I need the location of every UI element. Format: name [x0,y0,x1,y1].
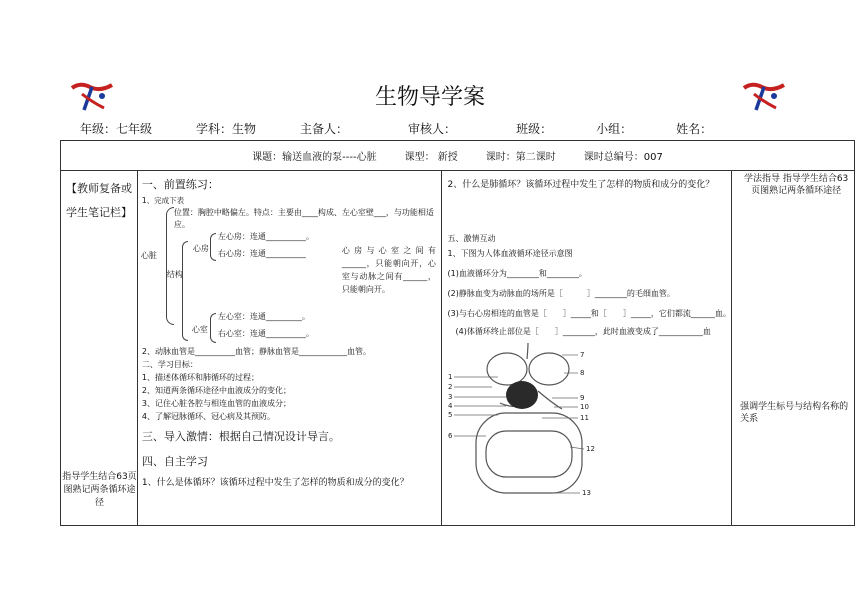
left-ventricle: 左心室：连通_________。 [217,312,310,321]
heart-brace [166,207,174,325]
vessel-question: 2、动脉血管是__________血管；静脉血管是____________血管。 [141,347,371,356]
method-emphasis: 强调学生标号与结构名称的关系 [740,402,849,424]
label-13: 13 [581,489,591,497]
heart-position: 位置：胸腔中略偏左。特点：主要由____构成、左心室壁___，与功能相适应。 [173,208,434,229]
method-guide: 学法指导 指导学生结合63页图熟记两条循环途径 [743,174,849,196]
preview-column [137,171,441,526]
goal-4: 4、了解冠脉循环、冠心病及其预防。 [141,412,275,421]
atrium-label: 心房 [192,244,209,253]
label-6: 6 [447,432,452,440]
notes-guide: 指导学生结合63页图熟记两条循环途径 [62,472,137,508]
doc-title: 生物导学案 [374,85,485,110]
label-4: 4 [447,402,452,410]
goal-1: 1、描述体循环和肺循环的过程； [141,373,259,382]
subject-field: 学科：生物 [196,122,257,136]
section-5-heading: 五、激情互动 [447,234,496,243]
sub-question-4: (4)体循环终止部位是［ ］________，此时血液变成了___________血 [455,327,711,336]
section-2-heading: 二、学习目标： [141,360,198,369]
topic-type: 课型： 新授 [404,152,458,163]
goal-3: 3、记住心脏各腔与相连血管的血液成分； [141,399,291,408]
topic-total: 课时总编号：007 [583,152,663,163]
label-7: 7 [579,351,584,359]
figure-intro: 1、下图为人体血液循环途径示意图 [447,249,573,258]
sub-question-3: (3)与右心房相连的血管是［ ］_____和［ ］_____，它们都流______血。 [447,309,731,318]
sub-question-2: (2)静脉血变为动脉血的场所是［ ］________的毛细血管。 [447,289,675,298]
right-atrium: 右心房：连通__________ [217,249,306,258]
class-field: 班级： [516,122,553,136]
structure-brace [182,241,188,341]
label-9: 9 [579,394,584,402]
label-8: 8 [579,369,584,377]
ventricle-brace [210,313,216,343]
group-field: 小组： [596,122,633,136]
structure-label: 结构 [166,270,183,279]
atrium-brace [210,233,216,261]
grade-field: 年级：七年级 [80,122,153,136]
section-3-heading: 三、导入激情：根据自己情况设计导言。 [141,430,340,443]
ventricle-label: 心室 [191,325,208,334]
label-3: 3 [447,393,452,401]
label-2: 2 [447,383,452,391]
right-ventricle: 右心室：连通__________。 [217,329,314,338]
label-11: 11 [579,414,589,422]
section-1-heading: 一、前置练习： [141,178,219,191]
valve-note: 心房与心室之间有______，只能朝向开，心室与动脉之间有______，只能朝向开。 [341,246,436,294]
author-field: 主备人： [300,122,349,136]
notes-column [61,171,138,526]
heart-label: 心脏 [140,251,157,260]
label-12: 12 [585,445,595,453]
topic-row [61,141,855,171]
lesson-table [60,140,855,526]
left-atrium: 左心房：连通__________。 [217,232,314,241]
info-line [80,120,756,137]
systemic-question: 1、什么是体循环？该循环过程中发生了怎样的物质和成分的变化？ [141,478,409,488]
notes-heading: 【教师复备或学生笔记栏】 [66,182,132,219]
method-column [732,171,855,526]
section-4-heading: 四、自主学习 [141,455,208,468]
label-10: 10 [579,403,589,411]
circulation-diagram [442,343,733,503]
reviewer-field: 审核人： [408,122,457,136]
interaction-column [441,171,732,526]
pulmonary-question: 2、什么是肺循环？该循环过程中发生了怎样的物质和成分的变化？ [447,180,715,190]
label-1: 1 [447,373,452,381]
name-field: 姓名： [676,122,713,136]
goal-2: 2、知道两条循环途径中血液成分的变化； [141,386,291,395]
fill-table-label: 1、完成下表 [141,196,185,205]
label-5: 5 [447,411,452,419]
topic-period: 课时：第二课时 [485,152,556,163]
topic-subject: 课题：输送血液的泵----心脏 [252,152,377,163]
sub-question-1: (1)血液循环分为________和________。 [447,269,587,278]
